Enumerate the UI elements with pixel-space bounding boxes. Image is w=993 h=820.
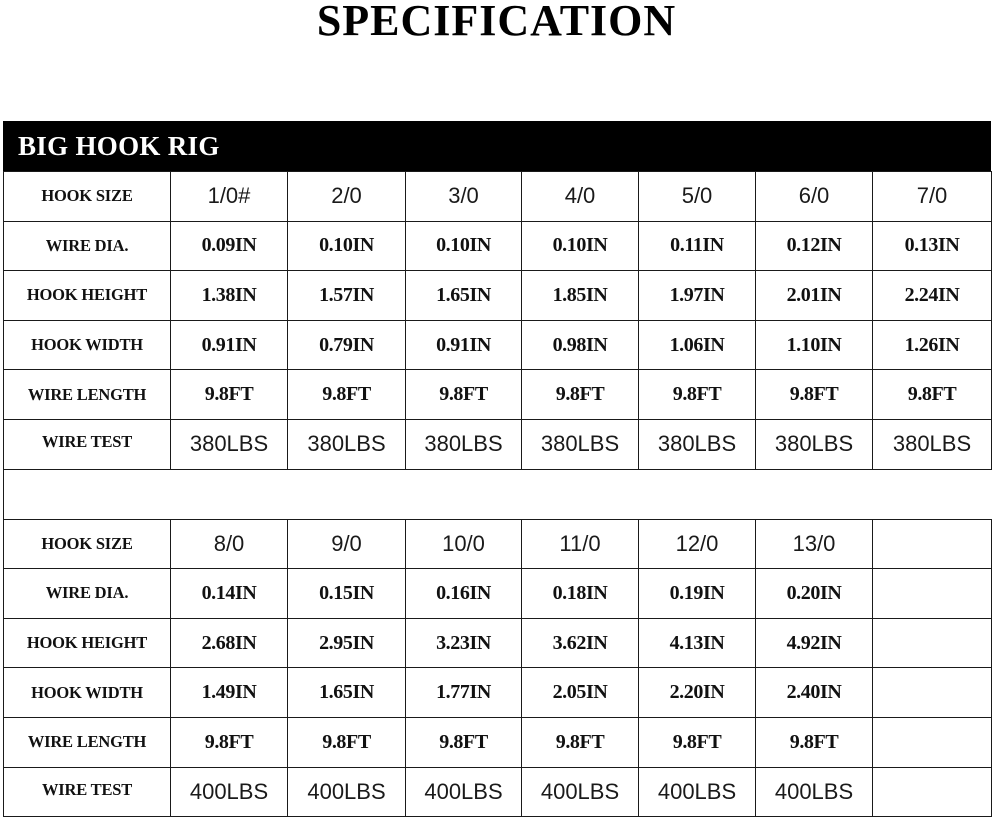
cell-hook-width: 1.26IN (873, 320, 992, 370)
cell-hook-height: 1.97IN (639, 271, 756, 321)
cell-wire-dia: 0.19IN (639, 569, 756, 619)
table-row-wire-length (4, 717, 992, 767)
cell-wire-length (873, 717, 992, 767)
table-banner: BIG HOOK RIG (3, 121, 991, 171)
cell-hook-width: 2.40IN (756, 668, 873, 718)
table-row-hook-width (4, 320, 992, 370)
cell-hook-size: 12/0 (639, 519, 756, 569)
cell-wire-test (873, 767, 992, 817)
cell-wire-dia: 0.09IN (171, 221, 288, 271)
cell-wire-dia: 0.13IN (873, 221, 992, 271)
cell-wire-dia: 0.18IN (522, 569, 639, 619)
spec-table-body (4, 172, 992, 817)
cell-wire-dia: 0.10IN (522, 221, 639, 271)
cell-hook-width: 1.77IN (406, 668, 522, 718)
cell-wire-test: 400LBS (639, 767, 756, 817)
row-label-hook-size: HOOK SIZE (4, 172, 171, 222)
cell-wire-length: 9.8FT (873, 370, 992, 420)
cell-hook-height: 3.23IN (406, 618, 522, 668)
row-label-hook-width: HOOK WIDTH (4, 320, 171, 370)
section-spacer (4, 469, 992, 519)
cell-wire-length: 9.8FT (756, 717, 873, 767)
cell-wire-length: 9.8FT (406, 370, 522, 420)
cell-wire-dia: 0.11IN (639, 221, 756, 271)
cell-wire-length: 9.8FT (171, 370, 288, 420)
cell-hook-width: 0.91IN (406, 320, 522, 370)
cell-hook-height (873, 618, 992, 668)
cell-hook-size (873, 519, 992, 569)
cell-wire-test: 400LBS (288, 767, 406, 817)
cell-hook-height: 1.38IN (171, 271, 288, 321)
cell-wire-dia: 0.12IN (756, 221, 873, 271)
cell-wire-length: 9.8FT (756, 370, 873, 420)
cell-hook-height: 4.92IN (756, 618, 873, 668)
cell-wire-length: 9.8FT (406, 717, 522, 767)
row-label-hook-height: HOOK HEIGHT (4, 271, 171, 321)
cell-wire-test: 380LBS (171, 419, 288, 469)
cell-hook-width: 1.65IN (288, 668, 406, 718)
cell-hook-size: 4/0 (522, 172, 639, 222)
cell-hook-height: 2.68IN (171, 618, 288, 668)
cell-hook-width: 2.05IN (522, 668, 639, 718)
spec-table-container (3, 121, 991, 817)
cell-wire-length: 9.8FT (522, 717, 639, 767)
cell-wire-length: 9.8FT (288, 717, 406, 767)
cell-hook-size: 6/0 (756, 172, 873, 222)
cell-hook-size: 5/0 (639, 172, 756, 222)
cell-wire-test: 380LBS (639, 419, 756, 469)
cell-hook-width: 0.98IN (522, 320, 639, 370)
cell-hook-size: 11/0 (522, 519, 639, 569)
cell-hook-height: 2.01IN (756, 271, 873, 321)
cell-wire-test: 380LBS (288, 419, 406, 469)
cell-wire-length: 9.8FT (288, 370, 406, 420)
table-row-hook-size (4, 519, 992, 569)
cell-hook-size: 8/0 (171, 519, 288, 569)
table-row-wire-dia (4, 569, 992, 619)
cell-hook-height: 3.62IN (522, 618, 639, 668)
row-label-hook-height: HOOK HEIGHT (4, 618, 171, 668)
table-row-hook-height (4, 271, 992, 321)
cell-wire-test: 380LBS (522, 419, 639, 469)
row-label-wire-dia: WIRE DIA. (4, 221, 171, 271)
cell-wire-test: 380LBS (756, 419, 873, 469)
row-label-hook-size: HOOK SIZE (4, 519, 171, 569)
table-row-wire-dia (4, 221, 992, 271)
row-label-hook-width: HOOK WIDTH (4, 668, 171, 718)
cell-hook-height: 1.57IN (288, 271, 406, 321)
cell-hook-size: 2/0 (288, 172, 406, 222)
cell-hook-width (873, 668, 992, 718)
page-title: SPECIFICATION (316, 0, 677, 45)
spec-table (3, 171, 992, 817)
cell-wire-dia: 0.16IN (406, 569, 522, 619)
cell-hook-size: 1/0# (171, 172, 288, 222)
cell-wire-dia: 0.15IN (288, 569, 406, 619)
cell-wire-test: 400LBS (522, 767, 639, 817)
row-label-wire-test: WIRE TEST (4, 419, 171, 469)
cell-hook-height: 2.24IN (873, 271, 992, 321)
cell-hook-width: 1.49IN (171, 668, 288, 718)
cell-hook-width: 0.91IN (171, 320, 288, 370)
cell-hook-size: 10/0 (406, 519, 522, 569)
row-label-wire-dia: WIRE DIA. (4, 569, 171, 619)
cell-hook-width: 1.06IN (639, 320, 756, 370)
cell-hook-width: 2.20IN (639, 668, 756, 718)
section-spacer-row (4, 469, 992, 519)
cell-wire-dia: 0.20IN (756, 569, 873, 619)
table-row-hook-width (4, 668, 992, 718)
cell-wire-test: 400LBS (756, 767, 873, 817)
table-row-hook-height (4, 618, 992, 668)
cell-wire-length: 9.8FT (522, 370, 639, 420)
table-row-wire-test (4, 419, 992, 469)
cell-hook-size: 7/0 (873, 172, 992, 222)
cell-hook-width: 0.79IN (288, 320, 406, 370)
cell-wire-test: 400LBS (406, 767, 522, 817)
cell-hook-width: 1.10IN (756, 320, 873, 370)
cell-hook-height: 1.65IN (406, 271, 522, 321)
cell-wire-dia: 0.14IN (171, 569, 288, 619)
cell-wire-length: 9.8FT (639, 717, 756, 767)
row-label-wire-length: WIRE LENGTH (4, 717, 171, 767)
row-label-wire-test: WIRE TEST (4, 767, 171, 817)
table-row-wire-length (4, 370, 992, 420)
cell-wire-length: 9.8FT (171, 717, 288, 767)
cell-hook-height: 1.85IN (522, 271, 639, 321)
table-row-wire-test (4, 767, 992, 817)
cell-hook-size: 13/0 (756, 519, 873, 569)
cell-hook-height: 2.95IN (288, 618, 406, 668)
cell-wire-length: 9.8FT (639, 370, 756, 420)
cell-hook-size: 3/0 (406, 172, 522, 222)
cell-hook-size: 9/0 (288, 519, 406, 569)
cell-wire-dia: 0.10IN (406, 221, 522, 271)
cell-wire-test: 380LBS (406, 419, 522, 469)
cell-wire-test: 380LBS (873, 419, 992, 469)
cell-wire-dia: 0.10IN (288, 221, 406, 271)
cell-wire-test: 400LBS (171, 767, 288, 817)
table-row-hook-size (4, 172, 992, 222)
cell-wire-dia (873, 569, 992, 619)
cell-hook-height: 4.13IN (639, 618, 756, 668)
row-label-wire-length: WIRE LENGTH (4, 370, 171, 420)
